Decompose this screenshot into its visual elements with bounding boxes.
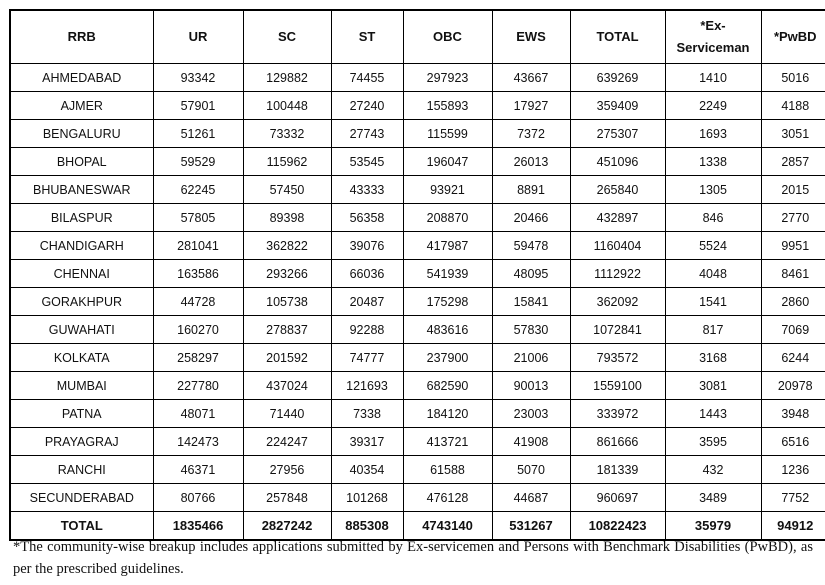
table-cell: 960697 (570, 484, 665, 512)
table-cell: 432897 (570, 204, 665, 232)
table-row (10, 288, 825, 316)
table-cell: 59478 (492, 232, 570, 260)
table-cell: 196047 (403, 148, 492, 176)
header-sc: SC (243, 10, 331, 64)
table-cell: 359409 (570, 92, 665, 120)
table-row (10, 92, 825, 120)
rrb-name-cell: RANCHI (10, 456, 153, 484)
table-row (10, 204, 825, 232)
table-cell: 57805 (153, 204, 243, 232)
table-cell: 53545 (331, 148, 403, 176)
table-cell: 3051 (761, 120, 825, 148)
table-cell: 297923 (403, 64, 492, 92)
table-cell: 39317 (331, 428, 403, 456)
table-cell: 7752 (761, 484, 825, 512)
rrb-name-cell: BENGALURU (10, 120, 153, 148)
table-cell: 224247 (243, 428, 331, 456)
total-cell: 4743140 (403, 512, 492, 541)
rrb-name-cell: PRAYAGRAJ (10, 428, 153, 456)
rrb-name-cell: PATNA (10, 400, 153, 428)
table-cell: 43333 (331, 176, 403, 204)
table-cell: 227780 (153, 372, 243, 400)
rrb-name-cell: CHANDIGARH (10, 232, 153, 260)
table-cell: 2249 (665, 92, 761, 120)
table-cell: 2770 (761, 204, 825, 232)
table-row (10, 176, 825, 204)
table-cell: 275307 (570, 120, 665, 148)
table-cell: 46371 (153, 456, 243, 484)
table-cell: 208870 (403, 204, 492, 232)
table-cell: 27743 (331, 120, 403, 148)
table-cell: 258297 (153, 344, 243, 372)
rrb-name-cell: BHOPAL (10, 148, 153, 176)
table-cell: 40354 (331, 456, 403, 484)
table-cell: 90013 (492, 372, 570, 400)
table-cell: 51261 (153, 120, 243, 148)
table-cell: 100448 (243, 92, 331, 120)
table-cell: 20978 (761, 372, 825, 400)
header-obc: OBC (403, 10, 492, 64)
table-cell: 293266 (243, 260, 331, 288)
table-cell: 483616 (403, 316, 492, 344)
table-cell: 362092 (570, 288, 665, 316)
table-row (10, 260, 825, 288)
table-row (10, 64, 825, 92)
table-cell: 44687 (492, 484, 570, 512)
table-cell: 1112922 (570, 260, 665, 288)
table-row (10, 344, 825, 372)
table-cell: 2860 (761, 288, 825, 316)
table-cell: 43667 (492, 64, 570, 92)
table-cell: 413721 (403, 428, 492, 456)
rrb-name-cell: MUMBAI (10, 372, 153, 400)
footnote: *The community-wise breakup includes applications submitted by Ex-servicemen and Persons with Benchmark Disabilities (PwBD), as per the prescribed guidelines. (13, 539, 813, 577)
table-cell: 163586 (153, 260, 243, 288)
table-cell: 57830 (492, 316, 570, 344)
total-cell: 1835466 (153, 512, 243, 541)
table-cell: 74455 (331, 64, 403, 92)
table-cell: 237900 (403, 344, 492, 372)
table-cell: 23003 (492, 400, 570, 428)
table-cell: 362822 (243, 232, 331, 260)
rrb-name-cell: AJMER (10, 92, 153, 120)
table-cell: 17927 (492, 92, 570, 120)
total-cell: 35979 (665, 512, 761, 541)
table-cell: 57901 (153, 92, 243, 120)
table-cell: 417987 (403, 232, 492, 260)
table-cell: 7372 (492, 120, 570, 148)
table-cell: 1072841 (570, 316, 665, 344)
rrb-name-cell: BILASPUR (10, 204, 153, 232)
table-cell: 7338 (331, 400, 403, 428)
table-cell: 41908 (492, 428, 570, 456)
rrb-name-cell: AHMEDABAD (10, 64, 153, 92)
table-cell: 184120 (403, 400, 492, 428)
table-row (10, 456, 825, 484)
table-cell: 5070 (492, 456, 570, 484)
rrb-name-cell: BHUBANESWAR (10, 176, 153, 204)
table-cell: 57450 (243, 176, 331, 204)
table-cell: 92288 (331, 316, 403, 344)
total-cell: 531267 (492, 512, 570, 541)
table-cell: 5016 (761, 64, 825, 92)
table-row (10, 148, 825, 176)
table-cell: 3168 (665, 344, 761, 372)
table-cell: 115962 (243, 148, 331, 176)
table-cell: 73332 (243, 120, 331, 148)
table-cell: 26013 (492, 148, 570, 176)
table-cell: 9951 (761, 232, 825, 260)
table-cell: 1338 (665, 148, 761, 176)
table-cell: 181339 (570, 456, 665, 484)
table-cell: 101268 (331, 484, 403, 512)
table-cell: 437024 (243, 372, 331, 400)
total-cell: 94912 (761, 512, 825, 541)
total-cell: 885308 (331, 512, 403, 541)
table-cell: 432 (665, 456, 761, 484)
header-ur: UR (153, 10, 243, 64)
table-row (10, 400, 825, 428)
rrb-name-cell: GUWAHATI (10, 316, 153, 344)
table-cell: 3081 (665, 372, 761, 400)
table-cell: 62245 (153, 176, 243, 204)
rrb-name-cell: GORAKHPUR (10, 288, 153, 316)
table-row (10, 232, 825, 260)
header-row (10, 10, 825, 64)
table-cell: 160270 (153, 316, 243, 344)
table-cell: 115599 (403, 120, 492, 148)
applications-table (9, 9, 825, 541)
table-cell: 541939 (403, 260, 492, 288)
table-cell: 1410 (665, 64, 761, 92)
header-total: TOTAL (570, 10, 665, 64)
table-cell: 1693 (665, 120, 761, 148)
table-cell: 639269 (570, 64, 665, 92)
table-row (10, 428, 825, 456)
table-cell: 93921 (403, 176, 492, 204)
table-cell: 3948 (761, 400, 825, 428)
table-cell: 48071 (153, 400, 243, 428)
table-cell: 15841 (492, 288, 570, 316)
rrb-name-cell: KOLKATA (10, 344, 153, 372)
table-cell: 74777 (331, 344, 403, 372)
table-cell: 861666 (570, 428, 665, 456)
table-cell: 7069 (761, 316, 825, 344)
applications-table-container (9, 9, 817, 541)
table-cell: 1559100 (570, 372, 665, 400)
header-ex-serviceman: *Ex- Serviceman (665, 10, 761, 64)
table-cell: 265840 (570, 176, 665, 204)
table-cell: 682590 (403, 372, 492, 400)
table-cell: 56358 (331, 204, 403, 232)
total-cell: 2827242 (243, 512, 331, 541)
table-cell: 4188 (761, 92, 825, 120)
table-cell: 89398 (243, 204, 331, 232)
table-cell: 155893 (403, 92, 492, 120)
table-cell: 3595 (665, 428, 761, 456)
table-cell: 793572 (570, 344, 665, 372)
table-cell: 5524 (665, 232, 761, 260)
table-cell: 142473 (153, 428, 243, 456)
header-pwbd: *PwBD (761, 10, 825, 64)
table-cell: 20487 (331, 288, 403, 316)
table-cell: 333972 (570, 400, 665, 428)
total-cell: 10822423 (570, 512, 665, 541)
table-cell: 105738 (243, 288, 331, 316)
table-cell: 27956 (243, 456, 331, 484)
table-cell: 66036 (331, 260, 403, 288)
table-cell: 175298 (403, 288, 492, 316)
table-row (10, 120, 825, 148)
table-cell: 6244 (761, 344, 825, 372)
table-cell: 3489 (665, 484, 761, 512)
table-cell: 257848 (243, 484, 331, 512)
table-cell: 129882 (243, 64, 331, 92)
table-cell: 4048 (665, 260, 761, 288)
table-cell: 27240 (331, 92, 403, 120)
header-ews: EWS (492, 10, 570, 64)
table-row (10, 316, 825, 344)
table-cell: 61588 (403, 456, 492, 484)
table-cell: 451096 (570, 148, 665, 176)
rrb-name-cell: CHENNAI (10, 260, 153, 288)
table-row (10, 372, 825, 400)
table-cell: 201592 (243, 344, 331, 372)
total-label: TOTAL (10, 512, 153, 541)
table-row (10, 484, 825, 512)
table-cell: 281041 (153, 232, 243, 260)
rrb-name-cell: SECUNDERABAD (10, 484, 153, 512)
table-cell: 80766 (153, 484, 243, 512)
table-cell: 2015 (761, 176, 825, 204)
table-cell: 278837 (243, 316, 331, 344)
table-cell: 476128 (403, 484, 492, 512)
table-cell: 8891 (492, 176, 570, 204)
table-cell: 1443 (665, 400, 761, 428)
table-cell: 1305 (665, 176, 761, 204)
table-cell: 121693 (331, 372, 403, 400)
table-cell: 6516 (761, 428, 825, 456)
table-cell: 93342 (153, 64, 243, 92)
table-cell: 2857 (761, 148, 825, 176)
table-cell: 44728 (153, 288, 243, 316)
header-st: ST (331, 10, 403, 64)
table-cell: 846 (665, 204, 761, 232)
table-cell: 1541 (665, 288, 761, 316)
table-cell: 1236 (761, 456, 825, 484)
table-cell: 1160404 (570, 232, 665, 260)
table-cell: 39076 (331, 232, 403, 260)
table-cell: 71440 (243, 400, 331, 428)
table-cell: 8461 (761, 260, 825, 288)
table-cell: 21006 (492, 344, 570, 372)
table-cell: 59529 (153, 148, 243, 176)
table-cell: 20466 (492, 204, 570, 232)
header-rrb: RRB (10, 10, 153, 64)
table-cell: 48095 (492, 260, 570, 288)
table-cell: 817 (665, 316, 761, 344)
